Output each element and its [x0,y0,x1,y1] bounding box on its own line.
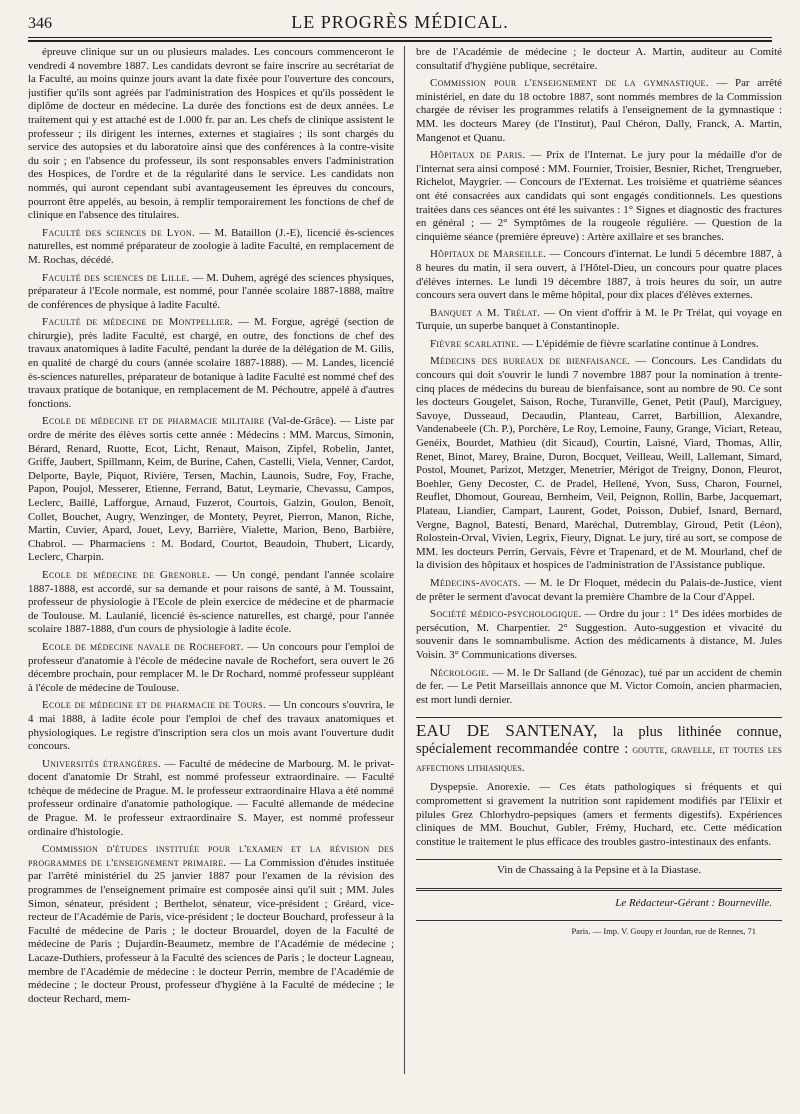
article-heading: Universités étrangères. [42,757,161,770]
article-heading: Médecins des bureaux de bienfaisance. [430,355,631,368]
page-number: 346 [28,15,52,32]
article-text: — Ordre du jour : 1° Des idées morbides de persécution, M. Charpentier. 2° Suggestion. Auto-suggestion et vivacité du souvenir dans le somnambulisme. Action des médicaments à distance, M. Jules Voisin. 3° Communications diverses. [416,608,782,661]
article-paragraph [28,758,394,840]
article-paragraph [416,667,782,708]
article-heading: Hôpitaux de Marseille. [430,248,547,261]
column-divider [404,46,405,1074]
ad-title-conditions: goutte, gravelle, et toutes les affections lithiasiques. [416,744,782,775]
article-heading: Faculté des sciences de Lyon. [42,226,195,239]
article-text: bre de l'Académie de médecine ; le docteur A. Martin, auditeur au Comité consultatif d'hygiène publique, secrétaire. [416,46,782,72]
article-text: — M. Bataillon (J.-E), licencié ès-sciences naturelles, est nommé préparateur de zoologie à ladite Faculté, en remplacement de M. Rochas, décédé. [28,226,394,266]
header-rule-thick [28,40,772,42]
ad-top-rule [416,717,782,718]
article-paragraph [416,338,782,352]
article-heading: Banquet a M. Trélat. [430,306,541,319]
article-paragraph [416,608,782,662]
journal-title: LE PROGRÈS MÉDICAL. [291,12,509,32]
article-paragraph [28,227,394,268]
article-text: — Un concours s'ouvrira, le 4 mai 1888, à ladite école pour l'emploi de chef des travaux anatomiques et physiologiques. Le registre d'inscription sera clos un mois avant l'ouverture dudit concours. [28,699,394,753]
article-text: — M. le Dr Salland (de Génozac), tué par un accident de chemin de fer. — Le Petit Marseillais annonce que M. Victor Comoin, ancien pharmacien, est mort lundi dernier. [416,666,782,706]
article-heading: Médecins-avocats. [430,576,521,589]
article-heading: Ecole de médecine et de pharmacie militaire [42,415,265,428]
article-text: — L'épidémie de fièvre scarlatine continue à Londres. [522,337,759,350]
article-paragraph [416,77,782,145]
article-heading: Commission pour l'enseignement de la gymnastique. [430,77,709,90]
article-text: — Concours. Les Candidats du concours qui doit s'ouvrir le lundi 7 novembre 1887 pour la nomination à trente-cinq places de médecins du bureau de bienfaisance, sont au nombre de 90. Ce sont les docteurs Gougelet, Saison, Roche, Turanville, Genet, Petit (Paul), Marciguey, Savoye, Dusseaud, Decaudin, Planteau, Carret, Barbillion, Alexandre, Vandenabeele (Ch. P.), Porchère, Le Roy, Lemoine, Fauny, Grange, Viciart, Reteau, Genéix, Bourdet, Mathieu (dit Sicaud), Courtin, Laisné, Viard, Thomas, Allir, Renet, Binot, Marey, Braine, Duron, Bocquet, Veilleau, Weill, Lallemant, Simard, Postol, Mounet, Parizot, Metzger, Menetrier, Mérigot de Treigny, Donon, Fleurot, Boehler, Geny Decoster, C. de Pradel, Hellené, Yvon, Suss, Charon, Fournel, Reuflet, Dhomout, Goureau, Bernheim, Veil, Peignon, Rollin, Barbe, Jacquemart, Plateau, Liandier, Campart, Laurent, Godet, Poisson, Dubief, Isnard, Bernard, Vergne, Bagnol, Batesti, Benard, Maréchal, Dutremblay, Giroud, Petit (Léon), Rolostein-Orval, Vivien, Legrix, Fieury, Dignat. Le jury, tiré au sort, se compose de MM. les docteurs Perrin, Gervais, Fèvre et Trapenard, et de M. Mourland, chef de la division des hôpitaux et hospices de l'administration de l'Assistance publique. [416,355,782,572]
article-paragraph [28,569,394,637]
editor-signature: Le Rédacteur-Gérant : Bourneville. [615,896,772,909]
footer-rule [416,920,782,921]
article-paragraph [416,307,782,334]
article-text: — Un congé, pendant l'année scolaire 1887-1888, est accordé, sur sa demande et pour raisons de santé, à M. Toussaint, professeur de physiologie à l'Ecole de plein exercice de médecine et de pharmacie de Toulouse. M. Laulanié, licencié ès-science naturelles, est chargé, pour l'année scolaire 1887-1888, d'un cours de physiologie à ladite école. [28,568,394,636]
article-text: — Faculté de médecine de Marbourg. M. le privat-docent d'anatomie Dr Strahl, est nommé professeur extraordinaire. — Faculté tchèque de médecine de Prague. M. le professeur extraordinaire Hlava a été nommé professeur ordinaire d'anatomie pathologique. — Faculté allemande de médecine de Prague. M. le professeur extraordinaire S. Mayer, est nommé professeur ordinaire d'histologie. [28,757,394,838]
article-heading: Fièvre scarlatine. [430,337,520,350]
article-paragraph [28,843,394,1006]
page-header [28,12,772,34]
article-text: (Val-de-Grâce). — Liste par ordre de mérite des élèves sortis cette année : Médecins : MM. Marcus, Simonin, Bérard, Renard, Ruotte, Ecot, Licht, Renaut, Maison, Zipfel, Robelin, Jantet, Griffe, Jaubert, Spillmann, Keim, de Burine, Cahen, Castelli, Viela, Venner, Cardot, Delporte, Bayle, Piquot, Rivière, Tersen, Machin, Launois, Sudre, Foy, Frache, Papon, Poujol, Messerer, Etienne, Ferrand, Batut, Leymarie, Chevassu, Campos, Leclerc, Baillé, Lafforgue, Arnaud, Fuzerot, Courtois, Galzin, Goulon, Benoît, Collet, Bouchet, Augry, Wenzinger, de Montety, Peyret, Pierron, Manon, Riche, Martin, Cuvier, Apard, Jouet, Levy, Barrière, Vialette, Marion, Beno, Barbière, Chabrol. — Pharmaciens : M. Bodard, Courtot, Beaudoin, Thubert, Licardy, Leclerc, Charpin. [28,415,394,564]
article-paragraph [28,316,394,411]
advertisement [416,717,782,939]
article-heading: Commission d'études instituée pour l'examen et la révision des programmes de l'enseignement primaire. [28,843,394,869]
printer-imprint: Paris. — Imp. V. Goupy et Jourdan, rue de Rennes, 71 [571,926,756,937]
article-text: — Prix de l'Internat. Le jury pour la médaille d'or de l'internat sera ainsi composé : MM. Fournier, Troisier, Besnier, Richet, Trengrueber, Richelot, Maygrier. — Concours de l'Externat. Les troisième et quatrième séances ont été consacrées aux candidats qui sont engagés conditionnels. Les questions traitées dans ces séances ont été les suivantes : 1° Signes et diagnostic des fractures en général ; — 2° Symptômes de la rougeole régulière. — Question de la cinquième séance (première épreuve) : Artère axillaire et ses branches. [416,149,782,243]
article-paragraph [416,46,782,73]
article-paragraph [28,415,394,565]
article-heading: Ecole de médecine et de pharmacie de Tours. [42,699,266,712]
ad-text: Dyspepsie. Anorexie. — Ces états pathologiques si fréquents et qui compromettent si gravement la nutrition sont rapidement modifiés par l'Elixir et pilules Grez Chlorhydro-pepsiques (amers et ferments digestifs). Expériences cliniques de MM. Bouchut, Gubler, Frémy, Huchard, etc. Cette médication constitue le traitement le plus efficace des troubles gastro-intestinaux des enfants. [416,781,782,848]
article-text: — M. le Dr Floquet, médecin du Palais-de-Justice, vient de prêter le serment d'avocat devant la première Chambre de la Cour d'Appel. [416,576,782,603]
article-paragraph [28,272,394,313]
ad-wine-line: Vin de Chassaing à la Pepsine et à la Diastase. [496,864,701,877]
article-paragraph [416,577,782,604]
article-text: — La Commission d'études instituée par l'arrêté ministériel du 25 janvier 1887 pour l'examen de la révision des programmes de l'enseignement primaire est composée ainsi qu'il suit ; MM. Jules Simon, sénateur, président ; Berthelot, sénateur, vice-président ; Gréard, vice-recteur de l'Académie de Paris, vice-président ; le docteur Bouchard, professeur à la Faculté de médecine de Paris ; le docteur Brouardel, doyen de la Faculté de médecine de Paris ; Dujardin-Beaumetz, membre de l'Académie de médecine ; Lacaze-Duthiers, professeur à la Faculté des sciences de Paris ; le docteur Lagneau, membre de l'Académie de médecine : le docteur Perrin, membre de l'Académie de médecine ; le docteur Proust, professeur d'hygiène à la Faculté de médecine ; le docteur Rechard, mem- [28,856,394,1005]
ad-title-claim: la plus lithinée connue, spécialement recommandée contre : [416,724,782,758]
right-column-articles [416,46,782,707]
article-heading: Hôpitaux de Paris. [430,149,526,162]
article-heading: Ecole de médecine navale de Rochefort. [42,640,244,653]
left-column [28,46,394,1096]
article-paragraph [28,46,394,223]
article-text: — Concours d'internat. Le lundi 5 décembre 1887, à 8 heures du matin, il sera ouvert, à l'Hôtel-Dieu, un concours pour quatre places d'élèves internes. Le lundi 19 décembre 1887, à trois heures du soir, un autre concours sera ouvert dans le même hôpital, pour dix places d'élèves externes. [416,248,782,302]
article-text: — Par arrêté ministériel, en date du 18 octobre 1887, sont nommés membres de la Commission chargée de réviser les programmes relatifs à l'enseignement de la gymnastique : MM. les docteurs Marey (de l'Institut), Paul Chéron, Dally, Franck, A. Martin, Mangenot et Quanu. [416,77,782,144]
header-rule [28,37,772,38]
article-heading: Société médico-psychologique. [430,608,582,621]
article-paragraph [416,248,782,302]
ad-title-brand: EAU DE SANTENAY, [416,721,598,741]
article-text: — M. Forgue, agrégé (section de chirurgie), près ladite Faculté, est chargé, en outre, des fonctions de chef des travaux anatomiques à ladite Faculté, pendant la durée de la délégation de M. Gilis, en qualité de chargé du cours (année scolaire 1887-1888). — M. Landes, licencié ès-sciences naturelles, préparateur de botanique à ladite Faculté est nommé chef des travaux pratique de botanique, en remplacement de M. Péchoutre, appelé à d'autres fonctions. [28,316,394,410]
article-paragraph [416,355,782,573]
article-paragraph [28,641,394,695]
ad-bottom-rule [416,888,782,891]
article-paragraph [416,149,782,244]
article-heading: Nécrologie. [430,666,490,679]
article-paragraph [28,699,394,753]
right-column [416,46,782,1096]
article-heading: Ecole de médecine de Grenoble. [42,568,211,581]
article-text: — M. Duhem, agrégé des sciences physiques, préparateur à l'Ecole normale, est nommé, pour l'année scolaire 1887-1888, maître de conférences de physique à ladite Faculté. [28,271,394,311]
article-heading: Faculté des sciences de Lille. [42,271,190,284]
ad-middle-rule [416,859,782,860]
ad-title [416,722,782,777]
article-heading: Faculté de médecine de Montpellier. [42,316,234,329]
article-text: épreuve clinique sur un ou plusieurs malades. Les concours commenceront le vendredi 4 novembre 1887. Les candidats devront se faire inscrire au secrétariat de la Faculté, au moins quinze jours avant la date fixée pour l'ouverture des concours, justifier qu'ils sont agréés par l'administration des Hospices et qu'ils possèdent le diplôme de docteur en médecine. La durée des fonctions est de deux années. Le traitement qui y est attaché est de 1.000 fr. par an. Les chefs de clinique assistent le professeur ; ils dirigent les internes, externes et stagiaires ; ils sont chargés du service des autopsies et du laboratoire ainsi que des conférences à la contre-visite du soir ; en l'absence du professeur, ils sont responsables envers l'administration des Hospices, de l'ordre et de la régularité dans le service. Les candidats non nommés, qui auront cependant subi avantageusement les épreuves du concours, pourront être appelés, au besoin, à remplir temporairement les fonctions de chef de clinique en l'absence des titulaires. [28,46,394,222]
article-text: — Un concours pour l'emploi de professeur d'anatomie à l'école de médecine navale de Rochefort, sera ouvert le 26 décembre prochain, pour remplacer M. le Dr Rochard, nommé professeur suppléant à l'école de médecine de Toulouse. [28,640,394,694]
article-text: — On vient d'offrir à M. le Pr Trélat, qui voyage en Turquie, un superbe banquet à Constantinople. [416,306,782,333]
